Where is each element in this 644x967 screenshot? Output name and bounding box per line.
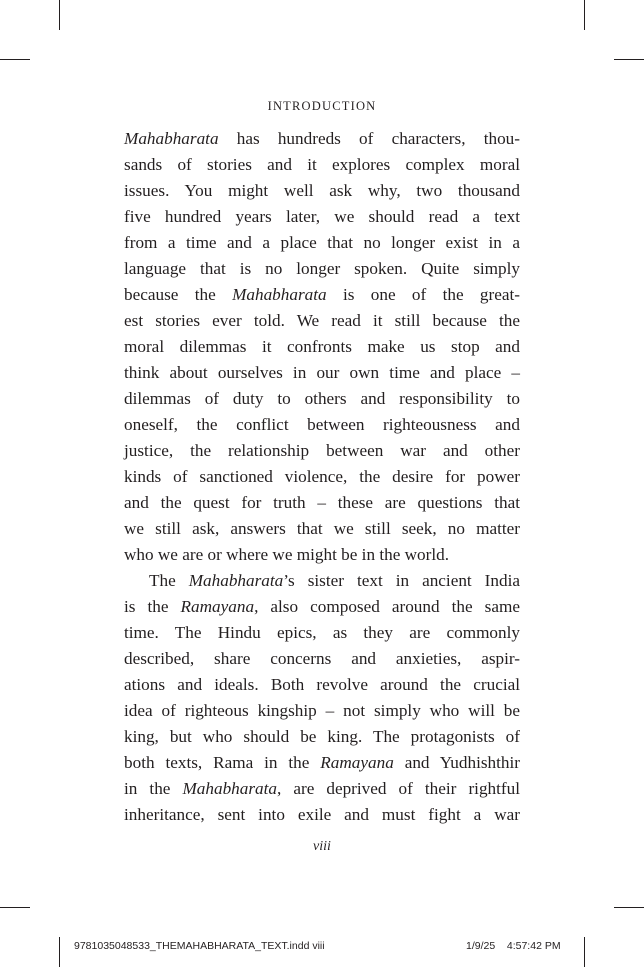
text-run: has hundreds of characters, thou- xyxy=(218,129,520,148)
crop-mark-left-top xyxy=(0,59,30,60)
text-line: dilemmas of duty to others and responsibility to xyxy=(124,389,520,408)
italic-title: Mahabharata xyxy=(124,129,219,148)
text-line xyxy=(124,776,520,802)
italic-title: Ramayana xyxy=(320,753,394,772)
text-line: ations and ideals. Both revolve around the crucial xyxy=(124,675,520,694)
text-line: five hundred years later, we should read a text xyxy=(124,207,520,226)
crop-mark-top-left xyxy=(59,0,60,30)
text-line: think about ourselves in our own time and place – xyxy=(124,363,520,382)
text-line xyxy=(124,568,520,594)
italic-title: Mahabharata xyxy=(188,571,284,590)
text-line: est stories ever told. We read it still because the xyxy=(124,311,520,330)
crop-mark-bottom-left xyxy=(59,937,60,967)
slug-date: 1/9/25 xyxy=(466,940,496,952)
crop-mark-bottom-right xyxy=(584,937,585,967)
italic-title: Mahabharata xyxy=(232,285,327,304)
crop-mark-top-right xyxy=(584,0,585,30)
italic-title: Mahabharata xyxy=(182,779,277,798)
slug-filename: 9781035048533_THEMAHABHARATA_TEXT.indd viii xyxy=(74,940,325,952)
body-text xyxy=(124,126,520,828)
text-line: language that is no longer spoken. Quite simply xyxy=(124,259,520,278)
text-run: is one of the great- xyxy=(326,285,520,304)
text-line xyxy=(124,126,520,152)
text-line xyxy=(124,750,520,776)
crop-mark-right-bottom xyxy=(614,907,644,908)
italic-title: Ramayana xyxy=(180,597,255,616)
text-run: , also composed around the same xyxy=(254,597,520,616)
text-line xyxy=(124,282,520,308)
text-run: and Yudhishthir xyxy=(393,753,520,772)
text-line: justice, the relationship between war and other xyxy=(124,441,520,460)
slug-timestamp xyxy=(466,940,561,952)
text-line: issues. You might well ask why, two thousand xyxy=(124,181,520,200)
text-run: ’s sister text in ancient India xyxy=(283,571,520,590)
text-line: idea of righteous kingship – not simply who will be xyxy=(124,701,520,720)
text-line: time. The Hindu epics, as they are commonly xyxy=(124,623,520,642)
text-line: kinds of sanctioned violence, the desire for power xyxy=(124,467,520,486)
text-line: described, share concerns and anxieties, aspir- xyxy=(124,649,520,668)
text-line: and the quest for truth – these are questions that xyxy=(124,493,520,512)
text-line xyxy=(124,594,520,620)
text-run: , are deprived of their rightful xyxy=(277,779,520,798)
text-run: because the xyxy=(124,285,233,304)
text-line: we still ask, answers that we still seek, no matter xyxy=(124,519,520,538)
page-number: viii xyxy=(313,839,331,854)
text-run: is the xyxy=(124,597,181,616)
text-line: oneself, the conflict between righteousness and xyxy=(124,415,520,434)
slug-time: 4:57:42 PM xyxy=(506,940,561,952)
crop-mark-left-bottom xyxy=(0,907,30,908)
text-line: sands of stories and it explores complex moral xyxy=(124,155,520,174)
text-run: in the xyxy=(124,779,183,798)
text-run: The xyxy=(149,571,189,590)
text-line: who we are or where we might be in the world. xyxy=(124,545,450,564)
text-line: from a time and a place that no longer exist in a xyxy=(124,233,520,252)
text-line: king, but who should be king. The protagonists of xyxy=(124,727,520,746)
text-line: moral dilemmas it confronts make us stop and xyxy=(124,337,520,356)
running-head: INTRODUCTION xyxy=(267,99,377,113)
crop-mark-right-top xyxy=(614,59,644,60)
text-run: both texts, Rama in the xyxy=(124,753,321,772)
text-line: inheritance, sent into exile and must fight a war xyxy=(124,805,520,824)
